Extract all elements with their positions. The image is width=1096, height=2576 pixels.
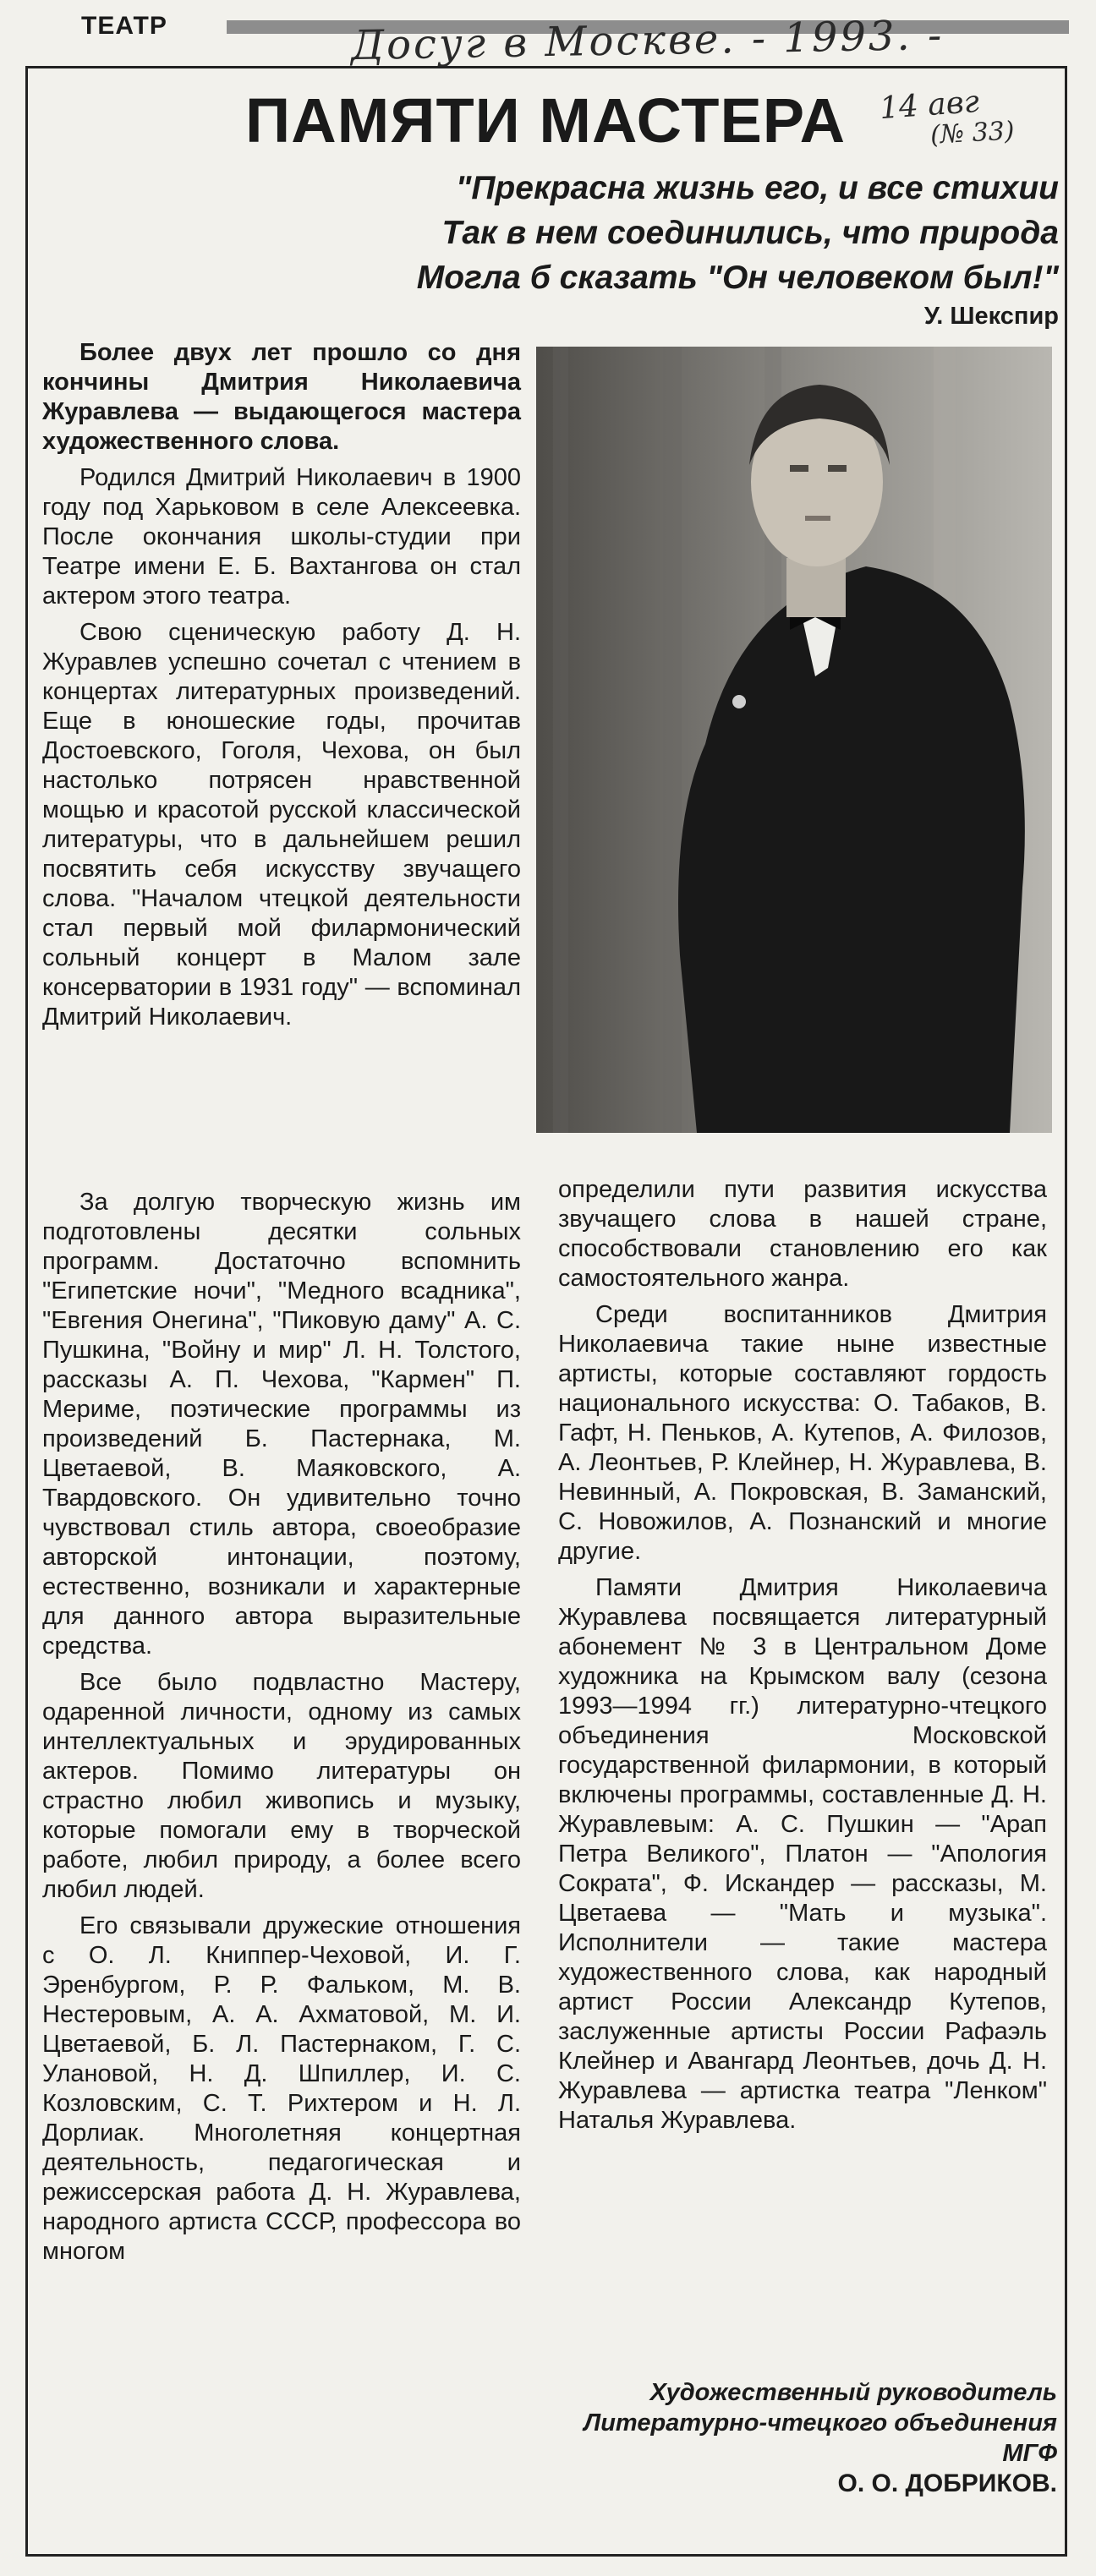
handwritten-source-note: Досуг в Москве. - 1993. - (350, 11, 945, 70)
rubric-label: ТЕАТР (81, 12, 167, 40)
article-paragraph: Его связывали дружеские отношения с О. Л. Книппер-Чеховой, И. Г. Эренбургом, Р. Р. Фальком, М. В. Нестеровым, А. А. Ахматовой, М. И. Цветаевой, Б. Л. Пастернаком, Г. С. Улановой, Н. Д. Шпиллер, И. С. Козловским, С. Т. Рихтером и Н. Л. Дорлиак. Многолетняя концертная деятельность, педагогическая и режиссерская работа Д. Н. Журавлева, народного артиста СССР, профессора во многом (42, 1912, 521, 2265)
signature-name: О. О. ДОБРИКОВ. (837, 2469, 1057, 2497)
portrait-photo-drawing (536, 347, 1052, 1133)
portrait-photo (536, 347, 1052, 1133)
epigraph-line: "Прекрасна жизнь его, и все стихии (455, 170, 1059, 206)
article-paragraph: определили пути развития искусства звучащего слова в нашей стране, способствовали становлению его как самостоятельного жанра. (558, 1176, 1047, 1292)
article-signature (550, 2377, 1057, 2499)
epigraph-line: Могла б сказать "Он человеком был!" (416, 260, 1059, 296)
article-column-1-bottom (42, 1188, 521, 2273)
epigraph (298, 166, 1059, 300)
epigraph-author: У. Шекспир (923, 303, 1059, 330)
article-column-2 (558, 1175, 1047, 2142)
article-paragraph: Родился Дмитрий Николаевич в 1900 году под Харьковом в селе Алексеевка. После окончания школы-студии при Театре имени Е. Б. Вахтангова он стал актером этого театра. (42, 464, 521, 610)
article-paragraph: Среди воспитанников Дмитрия Николаевича такие ныне известные артисты, которые составляют гордость национального искусства: О. Табаков, В. Гафт, Н. Пеньков, А. Кутепов, А. Филозов, А. Леонтьев, Р. Клейнер, Н. Журавлева, В. Невинный, А. Покровская, В. Заманский, С. Новожилов, А. Познанский и многие другие. (558, 1301, 1047, 1565)
epigraph-line: Так в нем соединились, что природа (441, 215, 1059, 251)
signature-title-line: Художественный руководитель (649, 2379, 1057, 2406)
article-paragraph: Все было подвластно Мастеру, одаренной личности, одному из самых интеллектуальных и эрудированных актеров. Помимо литературы он страстно любил живопись и музыку, которые помогали ему в творческой работе, любил природу, а более всего любил людей. (42, 1669, 521, 1903)
signature-title-line: Литературно-чтецкого объединения МГФ (584, 2409, 1057, 2467)
article-paragraph: Свою сценическую работу Д. Н. Журавлев успешно сочетал с чтением в концертах литературных произведений. Еще в юношеские годы, прочитав Достоевского, Гоголя, Чехова, он был настолько потрясен нравственной мощью и красотой русской классической литературы, что в дальнейшем решил посвятить себя искусству звучащего слова. "Началом чтецкой деятельности стал первый мой филармонический сольный концерт в Малом зале консерватории в 1931 году" — вспоминал Дмитрий Николаевич. (42, 619, 521, 1031)
article-column-1-top (42, 338, 521, 1039)
article-lead-paragraph: Более двух лет прошло со дня кончины Дмитрия Николаевича Журавлева — выдающегося мастера художественного слова. (42, 339, 521, 455)
article-headline: ПАМЯТИ МАСТЕРА (245, 85, 847, 156)
article-paragraph: Памяти Дмитрия Николаевича Журавлева посвящается литературный абонемент № 3 в Центральном Доме художника на Крымском валу (сезона 1993—1994 гг.) литературно-чтецкого объединения Московской государственной филармонии, в который включены программы, составленные Д. Н. Журавлевым: А. С. Пушкин — "Арап Петра Великого", Платон — "Апология Сократа", Ф. Искандер — рассказы, М. Цветаева — "Мать и музыка". Исполнители — такие мастера художественного слова, как народный артист России Александр Кутепов, заслуженные артисты России Рафаэль Клейнер и Авангард Леонтьев, дочь Д. Н. Журавлева — артистка театра "Ленком" Наталья Журавлева. (558, 1574, 1047, 2134)
handwritten-issue: (№ 33) (929, 116, 1016, 150)
handwritten-date: 14 авг (878, 84, 981, 127)
article-paragraph: За долгую творческую жизнь им подготовлены десятки сольных программ. Достаточно вспомнить "Египетские ночи", "Медного всадника", "Евгения Онегина", "Пиковую даму" А. С. Пушкина, "Войну и мир" Л. Н. Толстого, рассказы А. П. Чехова, "Кармен" П. Мериме, поэтические программы из произведений Б. Пастернака, М. Цветаевой, В. Маяковского, А. Твардовского. Он удивительно точно чувствовал стиль автора, своеобразие авторской интонации, поэтому, естественно, возникали и характерные для данного автора выразительные средства. (42, 1189, 521, 1660)
